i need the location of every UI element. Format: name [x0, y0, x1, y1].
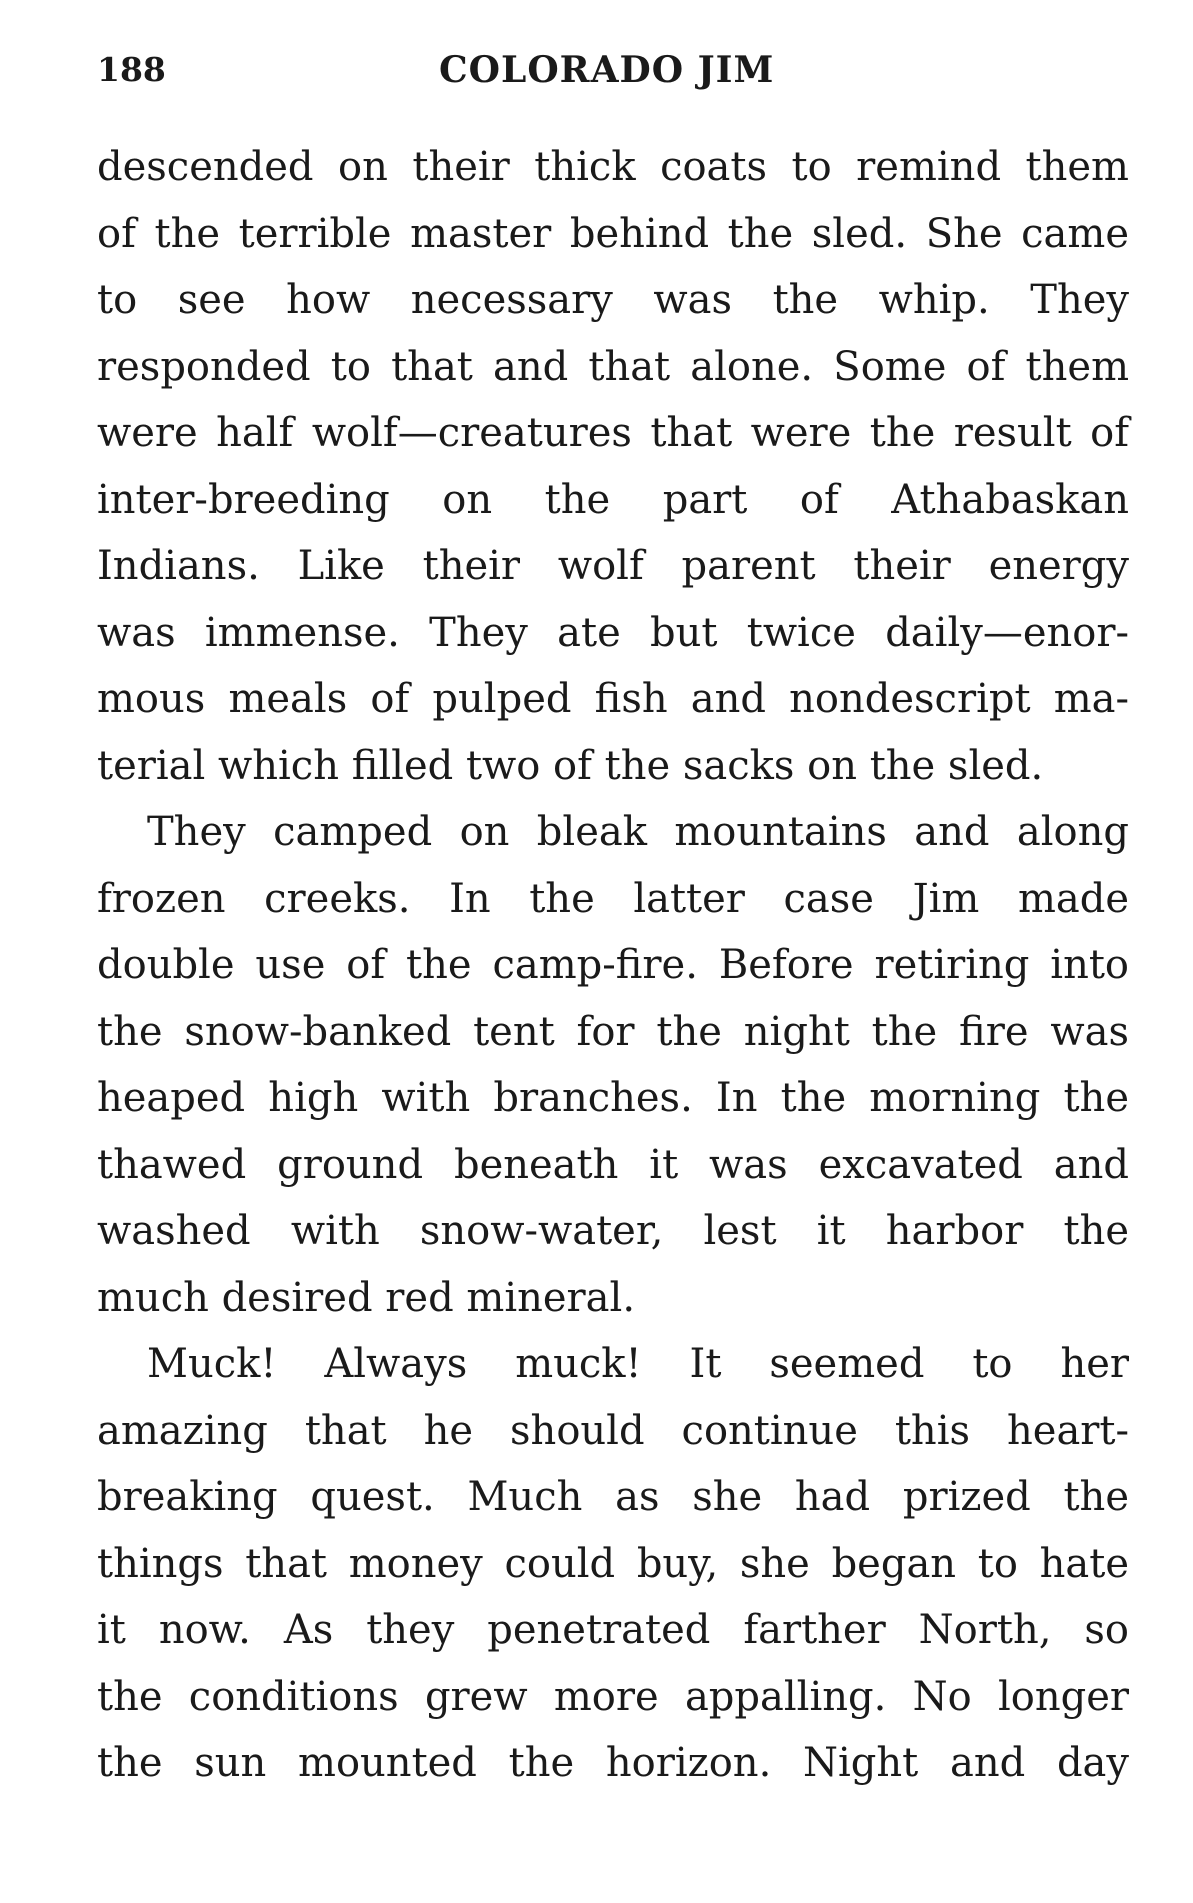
text-line: washed with snow-water, lest it harbor the — [97, 1208, 1129, 1254]
text-line: the conditions grew more appalling. No longer — [97, 1673, 1129, 1720]
text-line: responded to that and that alone. Some of them — [97, 343, 1129, 390]
body-text — [97, 134, 1129, 1797]
text-line: terial which filled two of the sacks on the sled. — [97, 742, 1044, 789]
running-title: COLORADO JIM — [439, 49, 775, 91]
text-line: things that money could buy, she began to hate — [97, 1540, 1129, 1587]
text-line: to see how necessary was the whip. They — [97, 277, 1129, 323]
text-line: Indians. Like their wolf parent their energy — [97, 543, 1129, 589]
page-header — [97, 42, 1122, 102]
text-line: thawed ground beneath it was excavated and — [97, 1141, 1129, 1188]
text-line: the sun mounted the horizon. Night and day — [97, 1740, 1129, 1786]
text-line: amazing that he should continue this heart- — [97, 1407, 1129, 1454]
paragraph-first-line: Muck! Always muck! It seemed to her — [147, 1341, 1129, 1387]
page-number: 188 — [97, 50, 166, 89]
text-line: it now. As they penetrated farther North, so — [97, 1607, 1129, 1653]
paragraph-first-line: They camped on bleak mountains and along — [147, 809, 1129, 855]
text-line: of the terrible master behind the sled. She came — [97, 210, 1129, 257]
text-line: the snow-banked tent for the night the fire was — [97, 1008, 1129, 1055]
text-line: heaped high with branches. In the morning the — [97, 1075, 1129, 1121]
text-line: were half wolf—creatures that were the result of — [97, 410, 1129, 456]
text-line: mous meals of pulped fish and nondescript ma- — [97, 676, 1129, 722]
text-line: descended on their thick coats to remind them — [97, 144, 1129, 190]
text-line: frozen creeks. In the latter case Jim made — [97, 875, 1129, 922]
text-line: breaking quest. Much as she had prized the — [97, 1474, 1129, 1520]
text-line: much desired red mineral. — [97, 1274, 636, 1321]
text-line: inter-breeding on the part of Athabaskan — [97, 476, 1129, 523]
text-line: was immense. They ate but twice daily—enor- — [97, 609, 1129, 656]
text-line: double use of the camp-fire. Before retiring into — [97, 942, 1129, 988]
